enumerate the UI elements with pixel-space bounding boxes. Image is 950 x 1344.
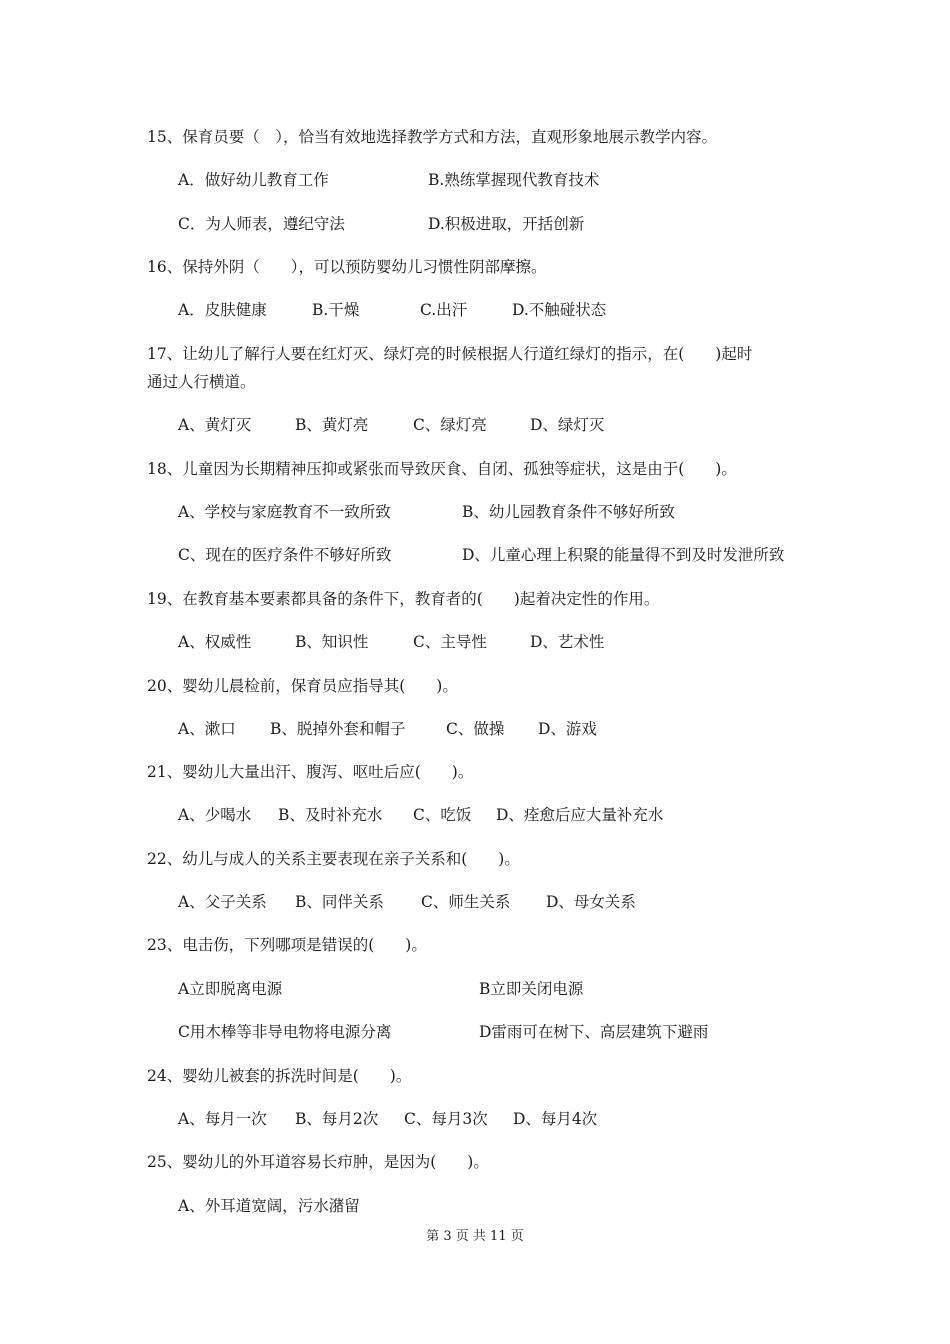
question-16-option-a: A．皮肤健康	[178, 301, 267, 319]
question-17-option-a: A、黄灯灭	[178, 416, 252, 434]
question-22-option-d: D、母女关系	[546, 893, 636, 911]
question-20-option-a: A、漱口	[178, 720, 236, 738]
question-15-option-b: B.熟练掌握现代教育技术	[428, 171, 600, 189]
question-22-option-c: C、师生关系	[421, 893, 511, 911]
question-19-option-a: A、权威性	[178, 633, 252, 651]
question-23-option-a: A立即脱离电源	[178, 980, 283, 998]
question-20-stem: 20、婴幼儿晨检前，保育员应指导其( )。	[147, 677, 458, 695]
question-18-option-c: C、现在的医疗条件不够好所致	[178, 546, 392, 564]
question-16-option-d: D.不触碰状态	[512, 301, 607, 319]
question-20-option-b: B、脱掉外套和帽子	[270, 720, 406, 738]
question-21-option-c: C、吃饭	[413, 806, 472, 824]
question-20-option-d: D、游戏	[538, 720, 597, 738]
question-23-stem: 23、电击伤，下列哪项是错误的( )。	[147, 936, 427, 954]
question-19-option-c: C、主导性	[413, 633, 487, 651]
question-17-stem-line2: 通过人行横道。	[147, 373, 256, 391]
question-23-option-d: D雷雨可在树下、高层建筑下避雨	[479, 1023, 709, 1041]
question-24-option-d: D、每月4次	[513, 1110, 598, 1128]
question-19-option-d: D、艺术性	[530, 633, 605, 651]
question-23-option-b: B立即关闭电源	[479, 980, 584, 998]
question-17-stem-line1: 17、让幼儿了解行人要在红灯灭、绿灯亮的时候根据人行道红绿灯的指示，在( )起时	[147, 345, 753, 363]
question-15-option-c: C．为人师表，遵纪守法	[178, 215, 345, 233]
question-18-option-b: B、幼儿园教育条件不够好所致	[462, 503, 675, 521]
question-18-option-a: A、学校与家庭教育不一致所致	[178, 503, 391, 521]
question-18-stem: 18、儿童因为长期精神压抑或紧张而导致厌食、自闭、孤独等症状，这是由于( )。	[147, 460, 737, 478]
question-16-stem: 16、保持外阴（ ），可以预防婴幼儿习惯性阴部摩擦。	[147, 258, 547, 276]
question-21-option-d: D、痊愈后应大量补充水	[496, 806, 664, 824]
question-24-stem: 24、婴幼儿被套的拆洗时间是( )。	[147, 1067, 412, 1085]
question-15-option-a: A．做好幼儿教育工作	[178, 171, 329, 189]
question-25-option-a: A、外耳道宽阔，污水潴留	[178, 1197, 360, 1215]
question-16-option-b: B.干燥	[312, 301, 360, 319]
question-18-option-d: D、儿童心理上积聚的能量得不到及时发泄所致	[462, 546, 785, 564]
question-24-option-b: B、每月2次	[295, 1110, 379, 1128]
question-15-option-d: D.积极进取，开括创新	[428, 215, 585, 233]
question-22-stem: 22、幼儿与成人的关系主要表现在亲子关系和( )。	[147, 850, 520, 868]
question-19-stem: 19、在教育基本要素都具备的条件下，教育者的( )起着决定性的作用。	[147, 590, 660, 608]
question-17-option-d: D、绿灯灭	[530, 416, 605, 434]
question-21-option-b: B、及时补充水	[278, 806, 383, 824]
question-22-option-a: A、父子关系	[178, 893, 267, 911]
question-23-option-c: C用木棒等非导电物将电源分离	[178, 1023, 392, 1041]
question-24-option-c: C、每月3次	[404, 1110, 488, 1128]
question-24-option-a: A、每月一次	[178, 1110, 267, 1128]
page-footer: 第 3 页 共 11 页	[426, 1229, 524, 1244]
question-25-stem: 25、婴幼儿的外耳道容易长疖肿，是因为( )。	[147, 1153, 489, 1171]
question-21-option-a: A、少喝水	[178, 806, 252, 824]
question-16-option-c: C.出汗	[420, 301, 468, 319]
question-21-stem: 21、婴幼儿大量出汗、腹泻、呕吐后应( )。	[147, 763, 474, 781]
question-20-option-c: C、做操	[446, 720, 505, 738]
question-15-stem: 15、保育员要（ ），恰当有效地选择教学方式和方法，直观形象地展示教学内容。	[147, 128, 717, 146]
question-17-option-b: B、黄灯亮	[295, 416, 369, 434]
question-22-option-b: B、同伴关系	[295, 893, 384, 911]
question-17-option-c: C、绿灯亮	[413, 416, 487, 434]
question-19-option-b: B、知识性	[295, 633, 369, 651]
